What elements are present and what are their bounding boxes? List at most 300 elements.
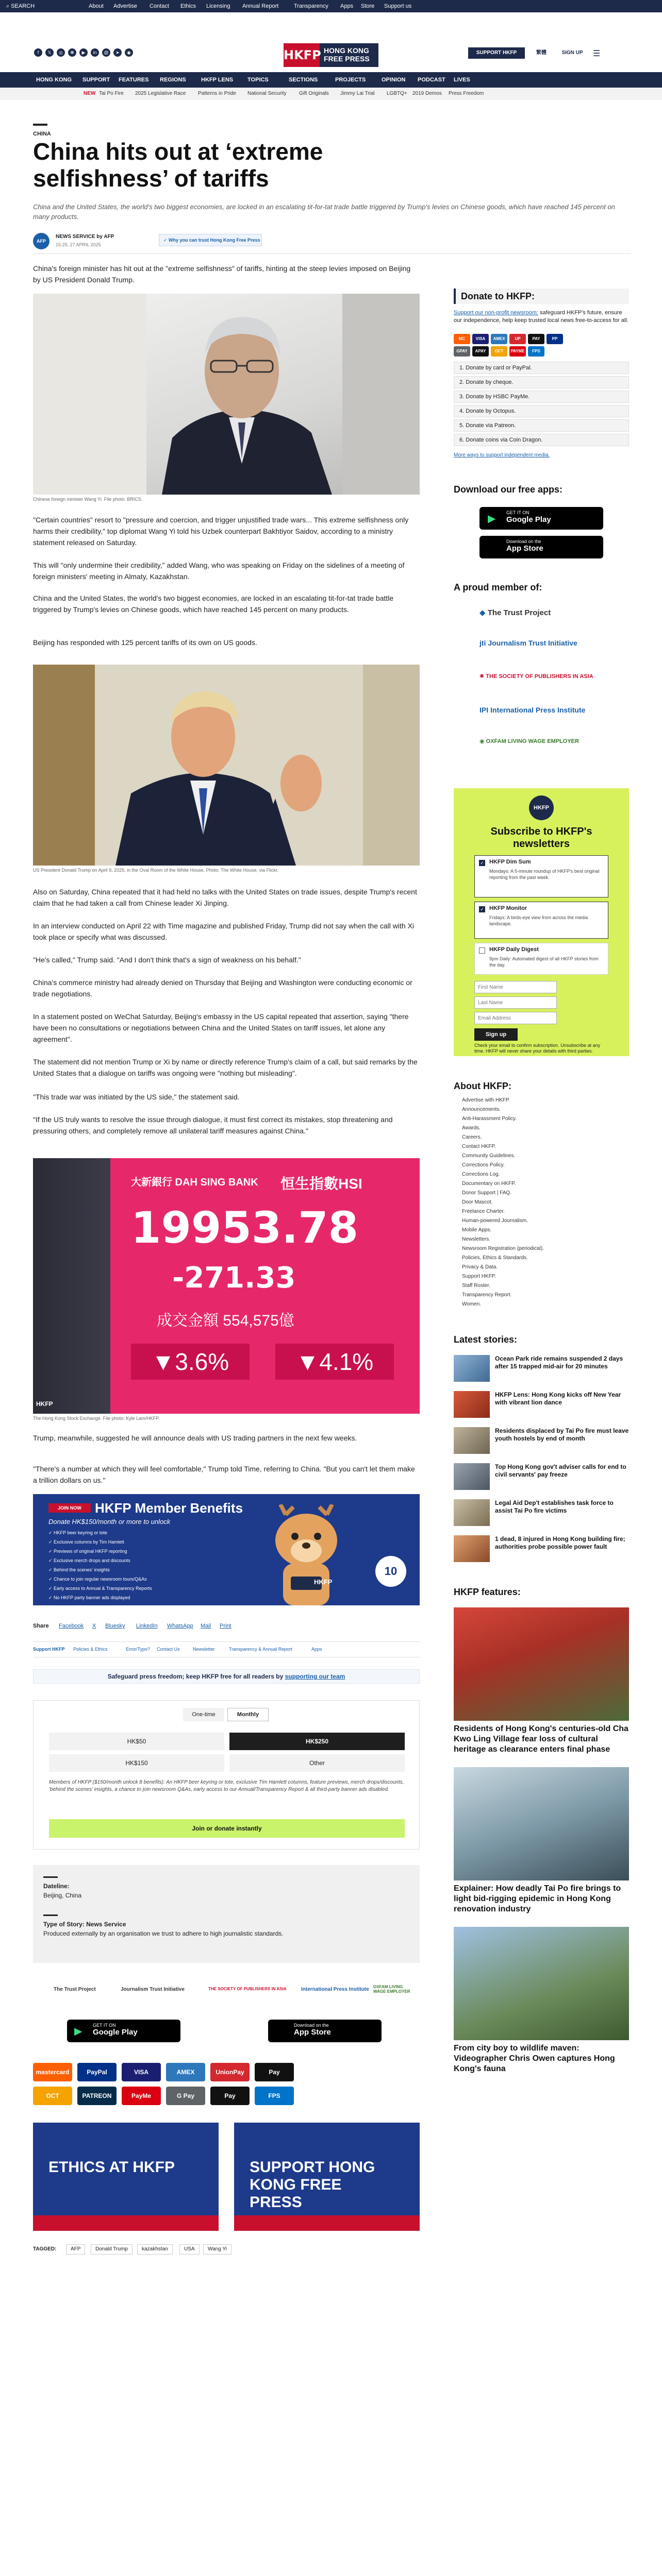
trending-bar [0, 88, 662, 100]
member-label: International Press Institute [490, 706, 586, 714]
check-icon: ✓ [48, 1595, 54, 1600]
benefit-item [48, 1539, 124, 1545]
about-link[interactable]: Transparency Report. [462, 1292, 512, 1298]
donate-prompt [33, 1669, 420, 1684]
trending-item[interactable]: Gift Originals [299, 91, 329, 96]
payment-logo: PayMe [122, 2087, 161, 2105]
photo-caption: Chinese foreign minister Wang Yi. File photo: BRICS. [33, 497, 143, 502]
story-headline[interactable]: Residents displaced by Tai Po fire must leave youth hostels by end of month [495, 1427, 629, 1442]
about-link[interactable]: Contact HKFP. [462, 1144, 496, 1149]
menu-icon[interactable]: ☰ [593, 49, 601, 58]
last-name-input[interactable] [474, 996, 557, 1009]
payment-logo: APAY [472, 346, 489, 357]
paragraph: "There's a number at which they will feel comfortable," Trump told Time, referring to China. "But you can't let them make a trillion dollars on us." [33, 1465, 415, 1484]
newsletter-option-desc: Fridays: A birds-eye view from across the media landscape. [489, 915, 588, 926]
logo-mark: HKFP [284, 43, 320, 67]
tags-label: TAGGED: [33, 2246, 57, 2252]
photo-left-panel [33, 1158, 110, 1414]
footer-link-support[interactable]: Support HKFP [33, 1647, 65, 1652]
newsletter-box [454, 788, 629, 1056]
app-store-small: Download on the [506, 539, 541, 544]
check-icon: ✓ [48, 1549, 54, 1554]
site-logo[interactable] [284, 43, 378, 67]
member-trust-project[interactable] [479, 608, 614, 617]
about-link[interactable]: Donor Support | FAQ. [462, 1190, 511, 1196]
hsi-pct-right [275, 1344, 394, 1380]
donate-blurb [454, 309, 629, 325]
share-whatsapp[interactable]: WhatsApp [167, 1623, 193, 1629]
benefit-label: HKFP beer keyring or tote [54, 1530, 107, 1535]
x-icon[interactable]: 𝕏 [45, 48, 54, 57]
donate-instantly-button[interactable]: Join or donate instantly [49, 1819, 405, 1838]
wang-yi-figure [33, 294, 420, 495]
nav-item-support[interactable]: SUPPORT [82, 77, 110, 83]
app-store-button[interactable] [479, 536, 603, 558]
topbar-link-ethics[interactable]: Ethics [180, 3, 196, 9]
share-linkedin[interactable]: LinkedIn [136, 1623, 158, 1629]
logo-ipi[interactable]: International Press Institute [301, 1987, 369, 1992]
story-thumbnail [454, 1499, 490, 1526]
tag-item[interactable]: kazakhstan [137, 2244, 173, 2255]
donate-title: Donate to HKFP: [461, 291, 535, 301]
member-label: THE SOCIETY OF PUBLISHERS IN ASIA [486, 673, 593, 680]
paragraph: China's foreign minister has hit out at the "extreme selfishness" of tariffs, hinting at the steep levies imposed on Beijing by US President Donald Trump. [33, 264, 411, 284]
member-label: Journalism Trust Initiative [488, 639, 577, 647]
donate-prompt-link[interactable]: supporting our team [285, 1673, 345, 1680]
donate-option[interactable]: 4. Donate by Octopus. [454, 405, 629, 417]
divider [43, 1876, 58, 1878]
payment-logo: PATREON [77, 2087, 117, 2105]
feature-headline[interactable]: From city boy to wildlife maven: Videographer Chris Owen captures Hong Kong's fauna [454, 2044, 615, 2073]
about-link[interactable]: Privacy & Data. [462, 1264, 498, 1270]
hsi-bank-label: 大新銀行 DAH SING BANK [131, 1177, 258, 1188]
newsletter-note: Check your email to confirm subscription. Unsubscribe at any time. HKFP will never share your details with third parties. [474, 1043, 601, 1054]
amount-option-selected[interactable]: HK$250 [229, 1733, 405, 1750]
paragraph: The statement did not mention Trump or Xi by name or directly reference Trump's claim of a call, but said remarks by the United States that a dialogue on tariffs was ongoing were "nothing but misleading". [33, 1058, 418, 1077]
latest-title: Latest stories: [454, 1334, 518, 1345]
paragraph: "This trade war was initiated by the US side," the statement said. [33, 1093, 240, 1101]
about-link[interactable]: Newsroom Registration (periodical). [462, 1246, 544, 1251]
donate-option[interactable]: 6. Donate coins via Coin Dragon. [454, 434, 629, 446]
google-play-button[interactable] [67, 2020, 180, 2042]
trust-badge[interactable] [159, 234, 262, 246]
app-store-button[interactable] [268, 2020, 382, 2042]
logo-oxfam[interactable]: OXFAM LIVING WAGE EMPLOYER [373, 1985, 410, 1994]
newsletter-option-title: HKFP Dim Sum [489, 859, 531, 865]
about-link[interactable]: Community Guidelines. [462, 1153, 516, 1159]
ethics-promo-text: ETHICS AT HKFP [48, 2159, 175, 2176]
language-switch[interactable]: 繁體 [536, 50, 547, 56]
hsi-pct-left [131, 1344, 250, 1380]
about-link[interactable]: Awards. [462, 1125, 481, 1131]
story-type-label[interactable]: Type of Story: News Service [43, 1921, 126, 1928]
down-arrow-icon: ▼ [151, 1348, 175, 1375]
tag-item[interactable]: USA [179, 2244, 200, 2255]
promo-stripe [33, 2215, 219, 2231]
trending-item[interactable]: Press Freedom [449, 91, 484, 96]
benefit-item [48, 1530, 107, 1536]
check-icon: ✓ [48, 1567, 54, 1572]
benefit-item [48, 1558, 130, 1564]
publish-date: 15:25, 27 APRIL 2025 [56, 242, 101, 247]
sopa-icon: ✺ [479, 673, 486, 680]
benefit-label: Early access to Annual & Transparency Reports [54, 1586, 152, 1591]
paragraph: Beijing has responded with 125 percent tariffs of its own on US goods. [33, 638, 257, 647]
telegram-icon[interactable]: ➤ [113, 48, 122, 57]
footer-link-transparency[interactable]: Transparency & Annual Report [229, 1647, 292, 1652]
google-play-big: Google Play [506, 515, 551, 524]
newsletter-signup-button[interactable]: Sign up [474, 1028, 518, 1041]
member-label: OXFAM LIVING WAGE EMPLOYER [486, 738, 579, 744]
google-play-small: GET IT ON [93, 2023, 116, 2028]
check-icon: ✓ [48, 1530, 54, 1535]
google-play-small: GET IT ON [506, 510, 529, 515]
nav-item-projects[interactable]: PROJECTS [335, 77, 366, 83]
hsi-title: 恒生指數HSI [280, 1176, 362, 1192]
topbar-link-advertise[interactable]: Advertise [113, 3, 137, 9]
feature-image[interactable] [454, 1927, 629, 2040]
feature-image[interactable] [454, 1767, 629, 1880]
payment-logo: UnionPay [210, 2063, 250, 2081]
donate-link[interactable]: Support our non-profit newsroom: [454, 310, 538, 316]
nav-item-regions[interactable]: REGIONS [160, 77, 186, 83]
payment-logo: PP [547, 334, 563, 344]
story-thumbnail [454, 1463, 490, 1490]
benefit-label: Chance to join regular newsroom tours/Q&As [54, 1577, 147, 1582]
about-link[interactable]: Policies, Ethics & Standards. [462, 1255, 528, 1261]
about-link[interactable]: Anti-Harassment Policy. [462, 1116, 517, 1122]
sign-up-link[interactable]: SIGN UP [561, 50, 583, 56]
check-icon: ✓ [48, 1577, 54, 1582]
paragraph: China's commerce ministry had already denied on Thursday that Beijing and Washington were conducting economic or trade negotiations. [33, 978, 412, 998]
newsletter-option-desc: 9pm Daily: Automated digest of all HKFP stories from the day. [489, 956, 599, 968]
payment-logo: AMEX [166, 2063, 205, 2081]
article-title: China hits out at ‘extreme selfishness’ of tariffs [33, 138, 323, 192]
story-headline[interactable]: Top Hong Kong gov't adviser calls for end to civil servants' pay freeze [495, 1463, 626, 1478]
logo-jti[interactable]: Journalism Trust Initiative [121, 1987, 185, 1992]
payment-logo: Pay [210, 2087, 250, 2105]
google-play-icon: ▶ [488, 513, 496, 524]
first-name-input[interactable] [474, 981, 557, 993]
features-title: HKFP features: [454, 1587, 521, 1597]
logo-sopa[interactable]: THE SOCIETY OF PUBLISHERS IN ASIA [208, 1987, 287, 1991]
benefit-item [48, 1586, 152, 1591]
hsi-value: 19953.78 [131, 1202, 359, 1253]
footer-link-error[interactable]: Error/Typo? [126, 1647, 151, 1652]
divider [33, 253, 631, 254]
share-mail[interactable]: Mail [201, 1623, 211, 1629]
paragraph: China and the United States, the world's two biggest economies, are locked in an escalating tit-for-tat trade battle triggered by Trump's levies on Chinese goods, which have reached 145 percent on many products. [33, 594, 394, 614]
nav-item-topics[interactable]: TOPICS [247, 77, 269, 83]
dateline-box [33, 1865, 420, 1963]
latest-story[interactable] [454, 1499, 629, 1530]
story-headline[interactable]: Ocean Park ride remains suspended 2 days after 15 trapped mid-air for 20 minutes [495, 1355, 623, 1370]
google-play-button[interactable] [479, 507, 603, 530]
about-link[interactable]: Newsletters. [462, 1236, 491, 1242]
about-link[interactable]: Corrections Policy. [462, 1162, 505, 1168]
nav-item-sections[interactable]: SECTIONS [289, 77, 318, 83]
amount-option[interactable]: HK$150 [49, 1754, 224, 1772]
anniversary-badge: 10 [375, 1556, 406, 1587]
payment-logo: OCT [491, 346, 507, 357]
youtube-icon[interactable]: ▶ [79, 48, 88, 57]
benefit-label: No HKFP party banner ads displayed [54, 1595, 130, 1600]
payment-logo: PayPal [77, 2063, 117, 2081]
paragraph: "If the US truly wants to resolve the issue through dialogue, it must first correct its mistakes, stop threatening and pressuring others, and completely remove all unilateral tariff measures against China." [33, 1115, 393, 1135]
logo-text: HONG KONG FREE PRESS [324, 46, 370, 63]
payment-logo: VISA [122, 2063, 161, 2081]
payment-logo: OCT [33, 2087, 72, 2105]
member-jti[interactable] [479, 639, 614, 647]
trending-item[interactable]: Jimmy Lai Trial [340, 91, 375, 96]
author-name[interactable]: NEWS SERVICE by AFP [56, 234, 114, 240]
feature-image[interactable] [454, 1607, 629, 1721]
nav-item-lives[interactable]: LIVES [454, 77, 470, 83]
donate-option[interactable]: 1. Donate by card or PayPal. [454, 362, 629, 374]
check-icon: ✓ [48, 1586, 54, 1591]
payment-logo: PAYME [509, 346, 526, 357]
newsletter-option[interactable] [474, 902, 608, 939]
benefit-item [48, 1577, 147, 1582]
benefit-label: Previews of original HKFP reporting [54, 1549, 127, 1554]
story-type-description: Produced externally by an organisation we trust to adhere to high journalistic standards. [43, 1930, 284, 1937]
trump-photo [33, 665, 420, 866]
about-link[interactable]: Freelance Charter. [462, 1209, 505, 1214]
feature-headline[interactable]: Residents of Hong Kong's centuries-old Cha Kwo Ling Village fear loss of cultural heritage as clearance enters final phase [454, 1724, 628, 1754]
about-link[interactable]: Women. [462, 1301, 482, 1307]
frequency-monthly[interactable]: Monthly [227, 1708, 269, 1721]
trending-item[interactable]: 2019 Demos [412, 91, 442, 96]
trending-item[interactable]: Patterns in Pride [198, 91, 236, 96]
footer-link-newsletter[interactable]: Newsletter [193, 1647, 215, 1652]
payment-logo: GPAY [454, 346, 470, 357]
member-title: A proud member of: [454, 582, 542, 592]
newsletter-option-desc: Mondays: A 5-minute roundup of HKFP's best original reporting from the past week. [489, 869, 600, 880]
topbar-link-apps[interactable]: Apps [340, 3, 354, 9]
about-link[interactable]: Corrections Log. [462, 1172, 500, 1177]
member-ipi[interactable] [479, 706, 614, 714]
newsletter-option[interactable] [474, 855, 608, 897]
ethics-promo[interactable] [33, 2123, 219, 2231]
footer-link-contact[interactable]: Contact Us [157, 1647, 180, 1652]
more-ways-link[interactable]: More ways to support independent media. [454, 452, 550, 458]
story-headline[interactable]: Legal Aid Dep't establishes task force to assist Tai Po fire victims [495, 1499, 614, 1514]
hsi-pct-right-value: 4.1% [319, 1348, 374, 1375]
nav-item-hong-kong[interactable]: HONG KONG [36, 77, 72, 83]
benefit-label: Exclusive columns by Tim Hamlett [54, 1539, 124, 1545]
nav-item-hkfp-lens[interactable]: HKFP LENS [201, 77, 234, 83]
logo-trust-project[interactable]: The Trust Project [54, 1987, 96, 1992]
about-link[interactable]: Documentary on HKFP. [462, 1181, 516, 1187]
share-bar [33, 1622, 420, 1633]
payment-logo: VISA [472, 334, 489, 344]
story-thumbnail [454, 1535, 490, 1562]
member-benefits-banner[interactable] [33, 1494, 420, 1605]
feature-headline[interactable]: Explainer: How deadly Tai Po fire brings to light bid-rigging epidemic in Hong Kong renovation industry [454, 1884, 621, 1913]
tag-item[interactable]: AFP [66, 2244, 85, 2255]
sidebar-donate [454, 289, 629, 443]
bluesky-icon[interactable]: ❋ [68, 48, 76, 57]
tag-item[interactable]: Wang Yi [203, 2244, 231, 2255]
newsletter-logo: HKFP [529, 795, 554, 820]
paragraph: This will "only undermine their credibility," added Wang, who was speaking on Friday on the sidelines of a meeting of foreign ministers' meeting in Almaty, Kazakhstan. [33, 561, 405, 581]
about-link[interactable]: Advertise with HKFP. [462, 1097, 510, 1103]
benefit-item [48, 1567, 110, 1573]
frequency-one-time[interactable]: One-time [183, 1708, 224, 1721]
about-link[interactable]: Careers. [462, 1134, 482, 1140]
donate-option[interactable]: 5. Donate via Patreon. [454, 419, 629, 432]
story-headline[interactable]: HKFP Lens: Hong Kong kicks off New Year with vibrant lion dance [495, 1391, 621, 1406]
member-sopa[interactable] [479, 673, 614, 680]
payment-logo: PAY [528, 334, 544, 344]
trending-item[interactable]: LGBTQ+ [387, 91, 407, 96]
donate-title-bar [454, 289, 629, 304]
about-link[interactable]: Support HKFP. [462, 1274, 496, 1279]
photo-caption: The Hong Kong Stock Exchange. File photo: Kyle Lam/HKFP. [33, 1416, 160, 1421]
topbar-link-store[interactable]: Store [361, 3, 375, 9]
amount-option[interactable]: HK$50 [49, 1733, 224, 1750]
topbar-link-transparency[interactable]: Transparency [294, 3, 328, 9]
topbar-link-annual-report[interactable]: Annual Report [242, 3, 279, 9]
linkedin-icon[interactable]: in [91, 48, 99, 57]
share-print[interactable]: Print [220, 1623, 231, 1629]
banner-subtitle: Donate HK$150/month or more to unlock [48, 1518, 171, 1526]
check-icon: ✓ [48, 1558, 54, 1563]
support-hkfp-button[interactable]: SUPPORT HKFP [468, 47, 525, 59]
share-label: Share [33, 1623, 49, 1629]
trending-label: NEW [84, 91, 96, 96]
story-thumbnail [454, 1427, 490, 1454]
member-logos-strip [33, 1982, 420, 1998]
top-utility-bar [0, 0, 662, 12]
article-dek: China and the United States, the world's two biggest economies, are locked in an escalating tit-for-tat trade battle triggered by Trump's levies on Chinese goods, which have reached 145 percent on many products. [33, 203, 615, 221]
donate-text: safeguard HKFP's future, ensure our independence, help keep trusted local news free-to-access for all. [454, 310, 628, 324]
donate-option[interactable]: 2. Donate by cheque. [454, 376, 629, 388]
latest-story[interactable] [454, 1463, 629, 1494]
paragraph: In an interview conducted on April 22 with Time magazine and published Friday, Trump did not say when the call with Xi took place or specify what was discussed. [33, 922, 415, 941]
share-facebook[interactable]: Facebook [59, 1623, 84, 1629]
latest-story[interactable] [454, 1391, 629, 1422]
kicker-bar [33, 124, 47, 126]
down-arrow-icon: ▼ [295, 1348, 320, 1375]
nav-item-opinion[interactable]: OPINION [382, 77, 406, 83]
hsi-change: -271.33 [172, 1261, 296, 1295]
checkbox-empty-icon[interactable] [479, 947, 485, 954]
payment-logo: FPS [255, 2087, 294, 2105]
footer-link-policies[interactable]: Policies & Ethics [73, 1647, 108, 1652]
about-link[interactable]: Announcements. [462, 1107, 501, 1112]
check-icon: ✓ [48, 1539, 54, 1545]
dateline-value: Beijing, China [43, 1892, 82, 1899]
payment-logo: AMEX [491, 334, 507, 344]
benefit-item [48, 1549, 127, 1554]
share-bluesky[interactable]: Bluesky [105, 1623, 125, 1629]
topbar-link-about[interactable]: About [89, 3, 104, 9]
trust-project-icon: ◆ [479, 608, 488, 617]
newsletter-title: Subscribe to HKFP's newsletters [490, 826, 592, 850]
payment-logo: mastercard [33, 2063, 72, 2081]
latest-story[interactable] [454, 1427, 629, 1458]
hsi-turnover: 成交金額 554,575億 [157, 1312, 294, 1329]
facebook-icon[interactable]: f [34, 48, 42, 57]
paragraph: In a statement posted on WeChat Saturday, Beijing's embassy in the US capital repeated that assertion, saying "there have been no consultations or negotiations between China and the United States on tariff issues, let alone any agreement". [33, 1012, 409, 1043]
about-list [454, 1097, 629, 1314]
dateline-label: Dateline: [43, 1883, 70, 1890]
rss-icon[interactable]: ◉ [125, 48, 133, 57]
share-x[interactable]: X [92, 1623, 96, 1629]
ipi-icon: IPI [479, 706, 491, 714]
about-link[interactable]: Staff Roster. [462, 1283, 490, 1289]
benefit-item [48, 1595, 130, 1601]
payment-logo: G Pay [166, 2087, 205, 2105]
main-nav [0, 72, 662, 88]
topbar-link-licensing[interactable]: Licensing [206, 3, 230, 9]
email-input[interactable] [474, 1012, 557, 1024]
payment-logo: UP [509, 334, 526, 344]
photo-caption: US President Donald Trump on April 9, 2025, in the Oval Room of the White House. Photo: The White House, via Flickr. [33, 868, 279, 873]
newsletter-option[interactable] [474, 943, 608, 975]
donate-widget [33, 1700, 420, 1850]
benefit-label: Behind the scenes' insights [54, 1567, 110, 1572]
trending-item[interactable]: Tai Po Fire [99, 91, 124, 96]
trending-item[interactable]: 2025 Legislative Race [135, 91, 186, 96]
hsi-board [110, 1158, 420, 1414]
checkbox-checked-icon[interactable]: ✓ [479, 906, 485, 912]
amount-option-other[interactable]: Other [229, 1754, 405, 1772]
member-oxfam[interactable] [479, 738, 583, 744]
latest-story[interactable] [454, 1535, 629, 1566]
about-link[interactable]: Door Mascot. [462, 1199, 493, 1205]
instagram-icon[interactable]: ◎ [57, 48, 65, 57]
support-promo[interactable] [234, 2123, 420, 2231]
paragraph: "He's called," Trump said. "And I don't think that's a sign of weakness on his behalf." [33, 956, 301, 964]
tag-item[interactable]: Donald Trump [91, 2244, 133, 2255]
jti-icon: jti [479, 639, 488, 647]
paragraph: Trump, meanwhile, suggested he will announce deals with US trading partners in the next few weeks. [33, 1434, 357, 1442]
trending-item[interactable]: National Security [247, 91, 287, 96]
story-headline[interactable]: 1 dead, 8 injured in Hong Kong building fire; authorities probe possible power fault [495, 1535, 625, 1550]
about-link[interactable]: Mobile Apps. [462, 1227, 492, 1233]
story-thumbnail [454, 1355, 490, 1382]
footer-link-apps[interactable]: Apps [311, 1647, 322, 1652]
divider [43, 1914, 58, 1916]
promo-stripe [234, 2215, 420, 2231]
latest-story[interactable] [454, 1355, 629, 1386]
about-link[interactable]: Human-powered Journalism. [462, 1218, 528, 1224]
nav-item-features[interactable]: FEATURES [119, 77, 149, 83]
google-play-icon: ▶ [74, 2026, 82, 2037]
paragraph: Also on Saturday, China repeated that it had held no talks with the United States on trade issues, despite Trump's recent claim that he had taken a call from Chinese leader Xi Jinping. [33, 888, 417, 907]
search-label: SEARCH [11, 3, 35, 9]
app-store-big: App Store [294, 2028, 331, 2037]
article-category[interactable]: CHINA [33, 131, 51, 137]
threads-icon[interactable]: @ [102, 48, 110, 57]
payment-logo: FPS [528, 346, 544, 357]
donate-option[interactable]: 3. Donate by HSBC PayMe. [454, 391, 629, 403]
trump-figure [33, 665, 420, 866]
topbar-link-contact[interactable]: Contact [150, 3, 169, 9]
topbar-link-support[interactable]: Support us [384, 3, 412, 9]
nav-item-podcast[interactable]: PODCAST [418, 77, 445, 83]
footer-links [33, 1645, 420, 1655]
checkbox-checked-icon[interactable]: ✓ [479, 860, 485, 866]
search-link[interactable]: ⌕ SEARCH [6, 3, 35, 9]
payment-logo: MC [454, 334, 470, 344]
paragraph: "Certain countries" resort to "pressure and coercion, and trigger unjustified trade wars... This extreme selfishness only harms their credibility," top diplomat Wang Yi told his Uzbek counterpart Bakhtiyor Saidov, according to a ministry statement released on Saturday. [33, 516, 409, 547]
app-store-small: Download on the [294, 2023, 329, 2028]
site-header [0, 12, 662, 72]
donate-prompt-text: Safeguard press freedom; keep HKFP free for all readers by [107, 1673, 284, 1680]
